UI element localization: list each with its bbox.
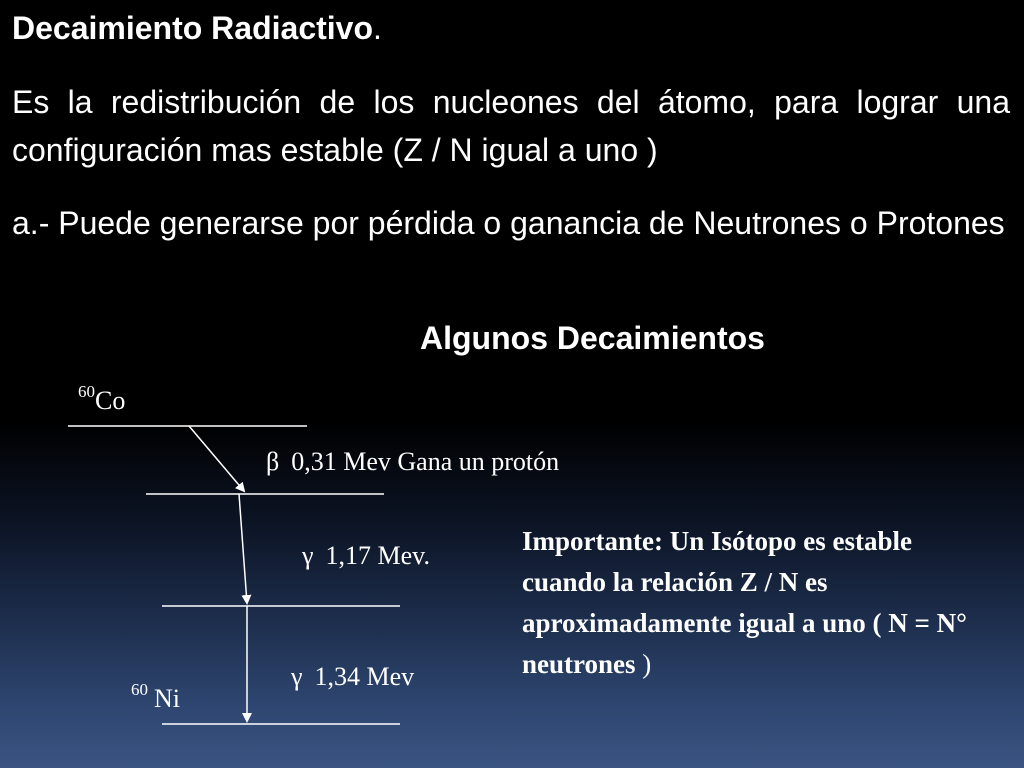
gamma-symbol-2: γ: [291, 662, 303, 691]
section-heading: Algunos Decaimientos: [420, 320, 765, 356]
daughter-nuclide-label: [131, 680, 180, 714]
parent-nuclide-label: [78, 382, 126, 416]
beta-transition-label: [266, 447, 559, 477]
gamma-transition-arrow-1: [239, 494, 247, 603]
generation-paragraph: a.- Puede generarse por pérdida o ganancia de Neutrones o Protones: [12, 205, 1005, 241]
parent-mass-number: 60: [78, 382, 95, 402]
beta-transition-arrow: [189, 426, 244, 491]
gamma-transition-label-2: [291, 662, 414, 692]
gamma-transition-text-2: 1,34 Mev: [314, 662, 415, 691]
gamma-transition-label-1: [302, 541, 430, 571]
definition-paragraph: Es la redistribución de los nucleones del átomo, para lograr una configuración mas estable (Z / N igual a uno ): [12, 84, 1010, 168]
parent-symbol: Co: [95, 386, 126, 415]
important-note-closing: ): [635, 649, 652, 679]
daughter-mass-number: 60: [131, 680, 148, 700]
slide-title-period: .: [373, 10, 382, 46]
beta-symbol: β: [266, 447, 280, 476]
slide-title: [12, 10, 382, 47]
daughter-symbol: Ni: [154, 684, 180, 713]
important-note: [522, 521, 992, 685]
gamma-symbol-1: γ: [302, 541, 314, 570]
gamma-transition-text-1: 1,17 Mev.: [325, 541, 430, 570]
slide-title-text: Decaimiento Radiactivo: [12, 10, 373, 46]
important-note-text: Importante: Un Isótopo es estable cuando la relación Z / N es aproximadamente igual a uno ( N = N° neutrones: [522, 526, 967, 679]
beta-transition-text: 0,31 Mev Gana un protón: [291, 447, 560, 476]
